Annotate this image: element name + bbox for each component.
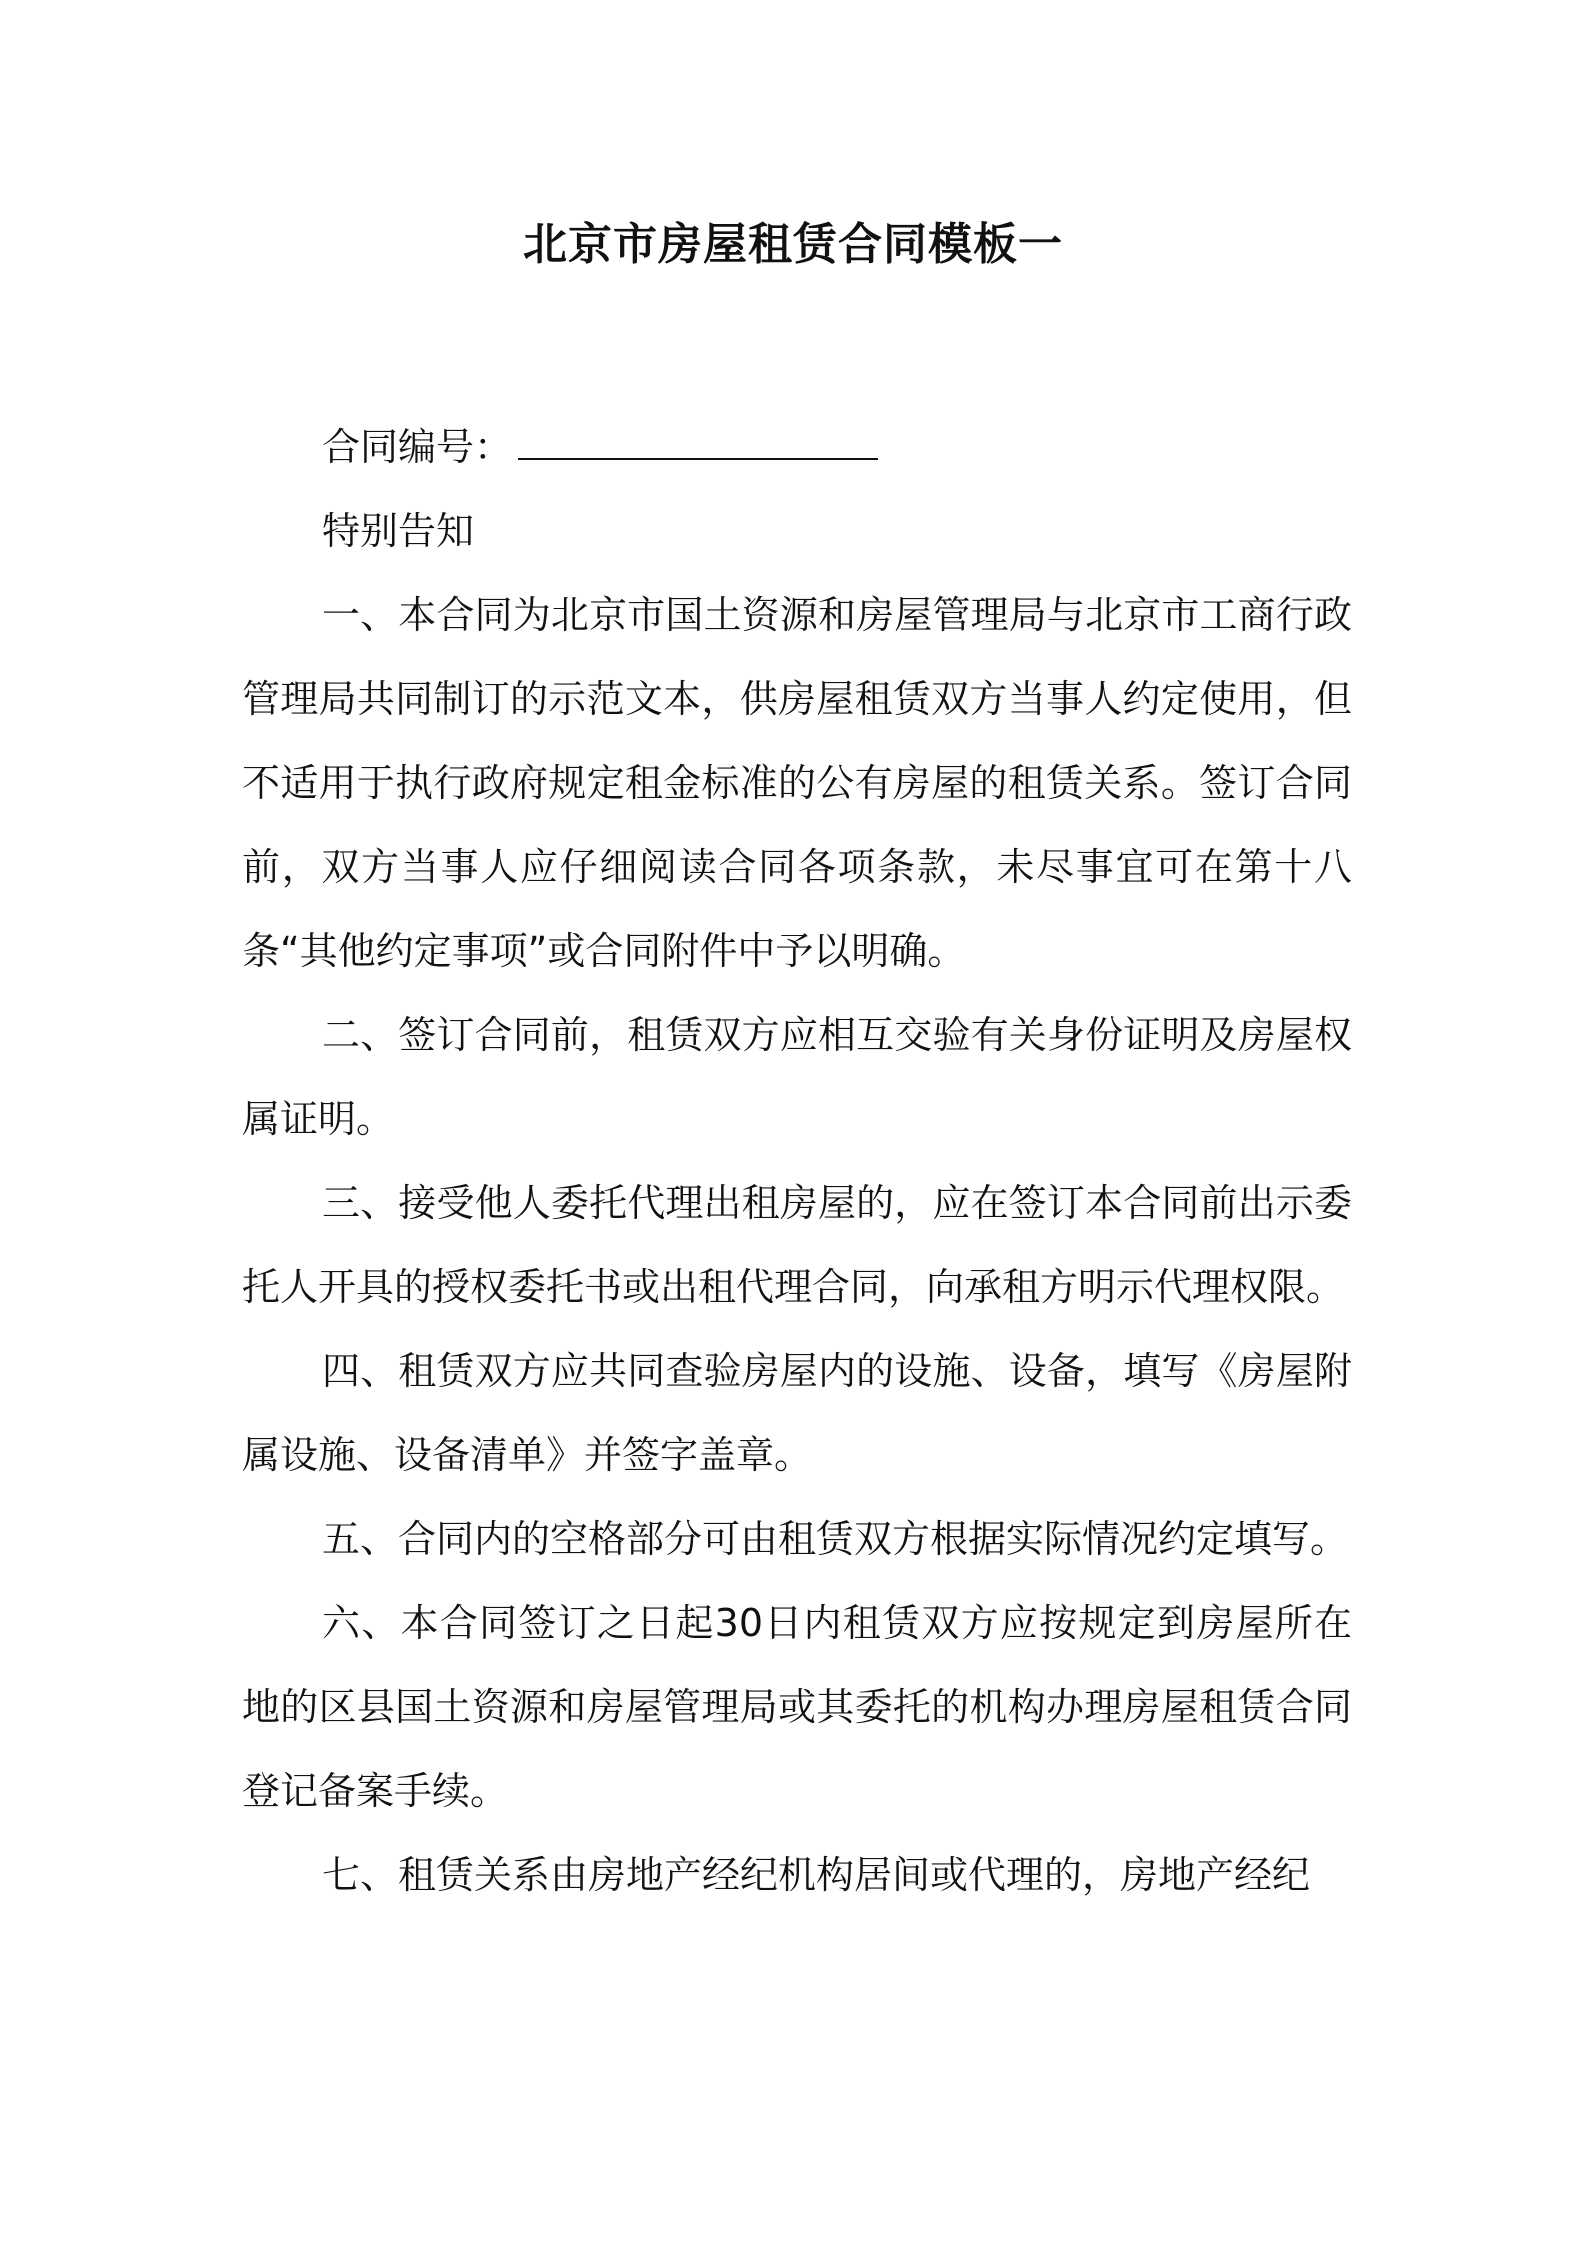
contract-number-row	[242, 405, 1352, 489]
contract-number-label: 合同编号：	[322, 425, 513, 469]
special-notice-heading: 特别告知	[322, 509, 475, 553]
notice-paragraph-6: 六、本合同签订之日起30日内租赁双方应按规定到房屋所在地的区县国土资源和房屋管理局或其委托的机构办理房屋租赁合同登记备案手续。	[242, 1601, 1352, 1813]
document-title: 北京市房屋租赁合同模板一	[523, 219, 1063, 270]
notice-paragraph-1: 一、本合同为北京市国土资源和房屋管理局与北京市工商行政管理局共同制订的示范文本，供房屋租赁双方当事人约定使用，但不适用于执行政府规定租金标准的公有房屋的租赁关系。签订合同前，双方当事人应仔细阅读合同各项条款，未尽事宜可在第十八条“其他约定事项”或合同附件中予以明确。	[242, 593, 1352, 973]
notice-paragraph-4: 四、租赁双方应共同查验房屋内的设施、设备，填写《房屋附属设施、设备清单》并签字盖章。	[242, 1349, 1352, 1477]
notice-paragraph-7: 七、租赁关系由房地产经纪机构居间或代理的，房地产经纪	[322, 1853, 1311, 1897]
notice-paragraph-5: 五、合同内的空格部分可由租赁双方根据实际情况约定填写。	[322, 1517, 1349, 1561]
contract-number-blank	[518, 436, 878, 460]
notice-paragraph-2: 二、签订合同前，租赁双方应相互交验有关身份证明及房屋权属证明。	[242, 1013, 1352, 1141]
document-body	[242, 405, 1352, 1917]
notice-paragraph-3: 三、接受他人委托代理出租房屋的，应在签订本合同前出示委托人开具的授权委托书或出租代理合同，向承租方明示代理权限。	[242, 1181, 1352, 1309]
